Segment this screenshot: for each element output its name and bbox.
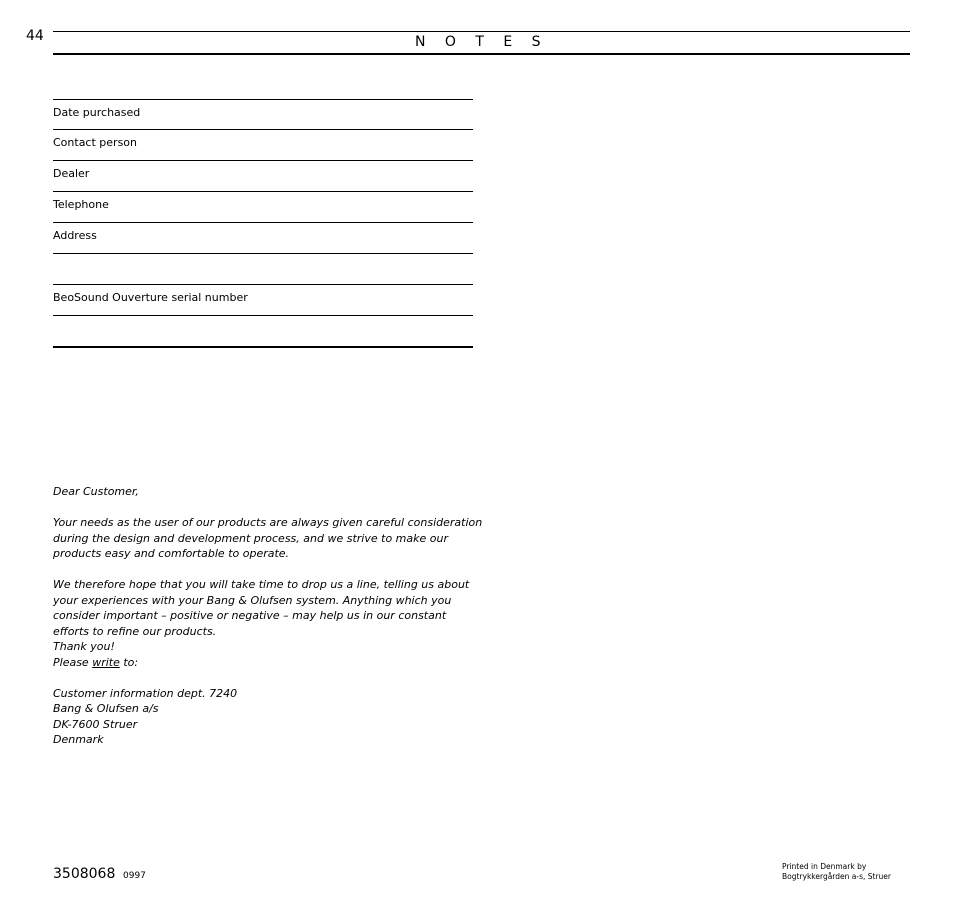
- form-bottom-rule: [53, 346, 473, 348]
- letter-paragraph-1: Your needs as the user of our products are always given careful consideration during the design and development process, and we strive to make our products easy and comfortable to operate.: [53, 516, 483, 560]
- customer-letter: [53, 484, 483, 748]
- notes-form: [53, 99, 473, 348]
- product-code: 3508068: [53, 866, 116, 882]
- address-line-2: Bang & Olufsen a/s: [53, 702, 159, 715]
- page-title: N O T E S: [414, 34, 549, 50]
- letter-please-write: [53, 655, 483, 671]
- please-prefix: Please: [53, 655, 93, 669]
- printer-info: [782, 862, 891, 882]
- printer-line-1: Printed in Denmark by: [782, 862, 867, 871]
- form-row-dealer: Dealer: [53, 160, 473, 191]
- letter-thanks: Thank you!: [53, 640, 115, 653]
- form-row-address-continued: [53, 253, 473, 284]
- printer-line-2: Bogtrykkergården a-s, Struer: [782, 872, 891, 881]
- write-word: write: [92, 655, 120, 669]
- form-row-serial-number: BeoSound Ouverture serial number: [53, 284, 473, 315]
- form-row-contact-person: Contact person: [53, 129, 473, 160]
- form-row-blank: [53, 315, 473, 346]
- page-number: 44: [26, 28, 44, 44]
- letter-greeting: Dear Customer,: [53, 485, 139, 498]
- form-row-date-purchased: Date purchased: [53, 99, 473, 129]
- address-line-1: Customer information dept. 7240: [53, 686, 238, 700]
- top-rule: [53, 31, 910, 32]
- address-line-3: DK-7600 Struer: [53, 717, 138, 731]
- please-suffix: to:: [119, 655, 139, 669]
- address-line-4: Denmark: [53, 733, 104, 746]
- form-row-address: Address: [53, 222, 473, 253]
- edition-code: 0997: [123, 871, 146, 881]
- title-rule: [53, 53, 910, 55]
- form-row-telephone: Telephone: [53, 191, 473, 222]
- letter-paragraph-2: We therefore hope that you will take time to drop us a line, telling us about your experiences with your Bang & Olufsen system. Anything which you consider important – positive or negative – may help us in our constant efforts to refine our products.: [53, 578, 470, 638]
